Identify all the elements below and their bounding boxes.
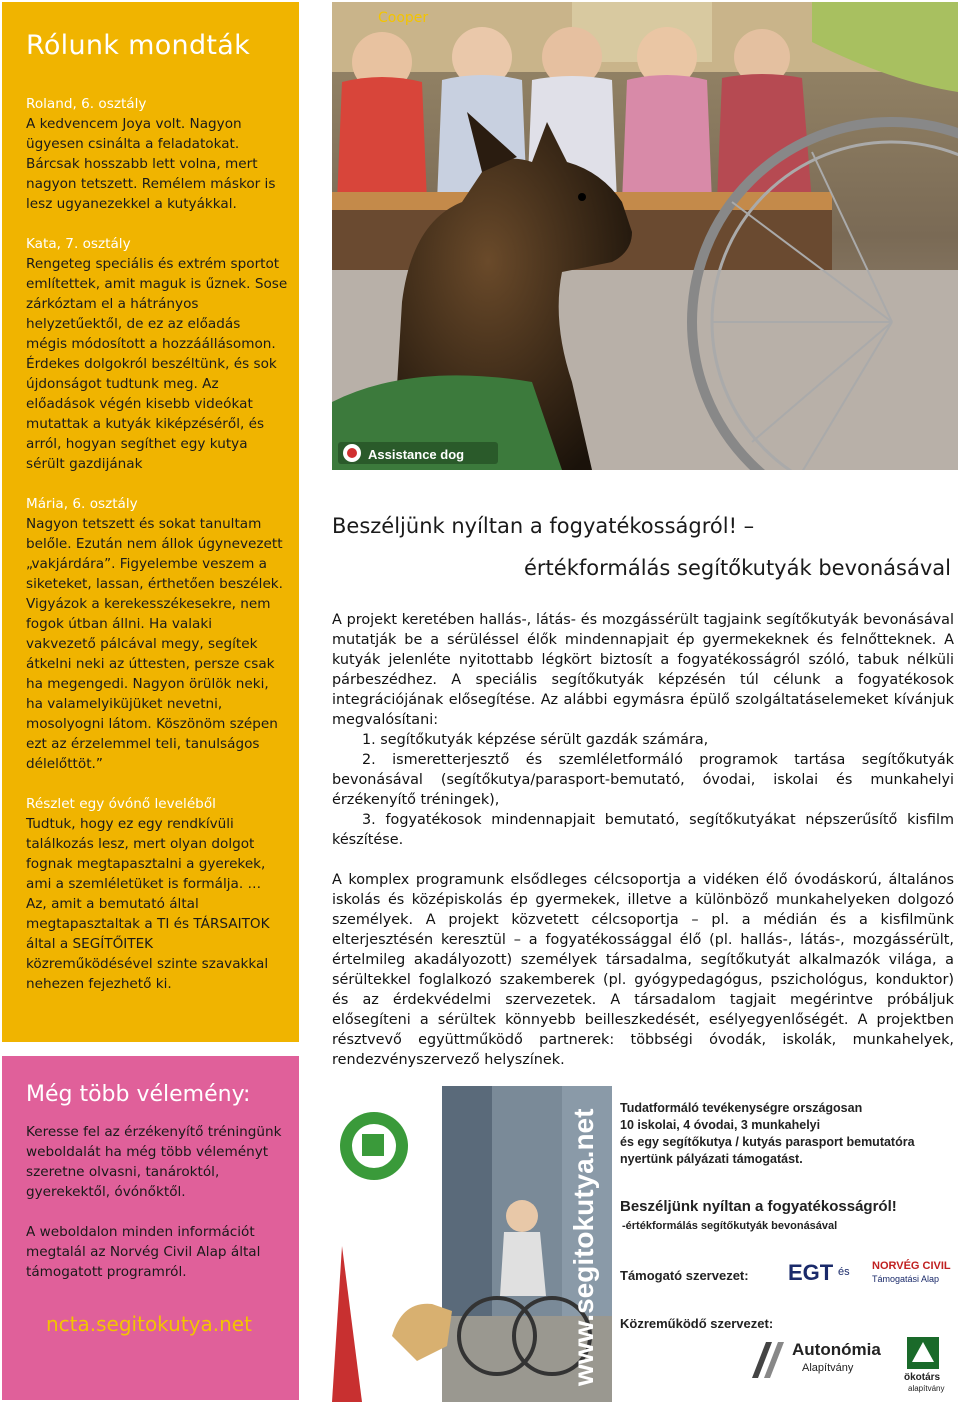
testimonial-roland bbox=[26, 94, 288, 214]
poster-norveg-sub: Támogatási Alap bbox=[872, 1274, 940, 1284]
vest-label: Assistance dog bbox=[368, 447, 465, 462]
photo-caption: Cooper bbox=[378, 10, 429, 26]
testimonials-panel bbox=[2, 2, 299, 1042]
poster-okotars-sub: alapítvány bbox=[908, 1384, 945, 1393]
article-paragraph: A komplex programunk elsődleges célcsoportja a vidéken élő óvodáskorú, általános iskolás és középiskolás ép gyermekek, illetve a különböző munkahelyeken dolgozó személyek. A projekt közvetett célcsoportja – pl. a médián és a kisfilmünk elterjesztésén keresztül – a fogyatékossággal élő (pl. hallás-, látás-, mozgássérült, értelmileg akadályozott) személyek társadalma, segítőkutyát alkalmazók világa, a sérültekkel foglalkozó szakemberek (pl. gyógypedagógus, pszichológus, konduktor) és az érdekvédelmi szervezetek. A társadalom tagjait megérintve próbáljuk elősegíteni a sérültek könnyebb beilleszkedését, esélyegyenlőségét. A projektben résztvevő együttműködő partnerek: többségi óvodák, iskolák, munkahelyek, rendezvényszervező helyszínek. bbox=[332, 872, 954, 1068]
poster-subtitle: -értékformálás segítőkutyák bevonásával bbox=[622, 1220, 838, 1232]
testimonial-author: Kata, 7. osztály bbox=[26, 236, 131, 252]
poster-partner-label: Közreműködő szervezet: bbox=[620, 1316, 774, 1331]
testimonials-title: Rólunk mondták bbox=[26, 30, 251, 61]
poster-okotars: ökotárs bbox=[904, 1372, 941, 1383]
more-opinions-paragraph: Keresse fel az érzékenyítő tréningünk weboldalát ha még több véleményt szeretne olvasni, tanároktól, gyerekektől, óvónőktől. bbox=[26, 1124, 282, 1200]
testimonial-text: Rengeteg speciális és extrém sportot említettek, amit maguk is űznek. Sose zárkóztam el a hátrányos helyzetűektől, de ez az előadás mégis módosított a hozzáállásomon. Érdekes dolgokról beszéltünk, és sok újdonságot tudtunk meg. Az előadások végén kisebb videókat mutattak a kutyák kiképzéséről, és arról, hogyan segíthet egy kutya sérült gazdijának bbox=[26, 256, 288, 472]
testimonial-maria bbox=[26, 494, 288, 774]
poster-norveg-logo: NORVÉG CIVIL bbox=[872, 1260, 951, 1272]
okotars-logo-icon bbox=[906, 1336, 940, 1370]
poster-autonomia: Autonómia bbox=[792, 1340, 881, 1359]
testimonial-text: Nagyon tetszett és sokat tanultam belőle. Ezután nem állok úgynevezett „vakjárdára”. Figyelembe veszem a siketeket, lassan, érthetően beszélek. Vigyázok a kerekesszékesekre, nem fogok útban állni. Ha valaki vakvezető pálcával megy, segítek átkelni neki az úttesten, persze csak ha megengedi. Nagyon örülök neki, ha valamelyiküjüket nevetni, mosolyogni látom. Köszönöm szépen ezt az érzelemmel teli, tanulságos délelőttöt.” bbox=[26, 516, 283, 772]
testimonial-text: Tudtuk, hogy ez egy rendkívüli találkozás lesz, mert olyan dolgot fognak megtapasztalni a gyerekek, ami a szemléletüket is formálja. … Az, amit a bemutató által megtapasztaltak a TI és TÁRSAITOK által a SEGÍTŐITEK közreműködésével szinte szavakkal nehezen fejezhető ki. bbox=[26, 816, 270, 992]
poster-egt-logo: EGT bbox=[788, 1260, 834, 1285]
article-subheadline: értékformálás segítőkutyák bevonásával bbox=[524, 556, 951, 580]
article-intro: A projekt keretében hallás-, látás- és mozgássérült tagjaink segítőkutyák bevonásával mutatják be a sérüléssel élők mindennapjait ép gyermekeknek és felnőtteknek. A kutyák jelenléte nyitottabb légkört biztosít a fogyatékosságról szóló, tabuk nélküli párbeszédhez. A speciális segítőkutyák képzésén túl célunk a fogyatékosok integrációjának elősegítése. Az alábbi egymásra épülő szolgáltatáselemeket kívánjuk megvalósítani: bbox=[332, 612, 954, 728]
testimonial-author: Részlet egy óvónő leveléből bbox=[26, 796, 216, 812]
article-list-item: 2. ismeretterjesztő és szemléletformáló programok tartása segítőkutyák bevonásával (segítőkutya/parasport-bemutató, óvodai, iskolai és munkahelyi érzékenyítő tréningek), bbox=[332, 752, 954, 808]
project-poster bbox=[332, 1086, 958, 1402]
website-link[interactable]: ncta.segitokutya.net bbox=[46, 1312, 252, 1336]
testimonial-author: Mária, 6. osztály bbox=[26, 496, 138, 512]
poster-title: Beszéljünk nyíltan a fogyatékosságról! bbox=[620, 1198, 897, 1215]
poster-es: és bbox=[838, 1266, 850, 1278]
poster-vertical-url: www.segitokutya.net bbox=[568, 1108, 599, 1386]
article-list-item: 3. fogyatékosok mindennapjait bemutató, segítőkutyákat népszerűsítő kisfilm készítése. bbox=[332, 812, 954, 848]
testimonial-ovono bbox=[26, 794, 288, 994]
more-opinions-panel bbox=[2, 1056, 299, 1400]
more-opinions-paragraph: A weboldalon minden információt megtalál az Norvég Civil Alap által támogatott programról. bbox=[26, 1224, 261, 1280]
dog-children-photo bbox=[332, 2, 958, 470]
testimonial-author: Roland, 6. osztály bbox=[26, 96, 147, 112]
poster-autonomia-sub: Alapítvány bbox=[802, 1362, 854, 1374]
more-opinions-title: Még több vélemény: bbox=[26, 1082, 251, 1107]
autonomia-logo-icon bbox=[748, 1338, 788, 1382]
poster-intro: Tudatformáló tevékenységre országosan 10 iskolai, 4 óvodai, 3 munkahelyi és egy segítőkutya / kutyás parasport bemutatóra nyertünk pályázati támogatást. bbox=[620, 1101, 915, 1166]
testimonial-text: A kedvencem Joya volt. Nagyon ügyesen csinálta a feladatokat. Bárcsak hosszabb lett volna, mert nagyon tetszett. Remélem máskor is lesz ugyanezekkel a kutyákkal. bbox=[26, 116, 276, 212]
poster-supporter-label: Támogató szervezet: bbox=[620, 1268, 749, 1283]
article-list-item: 1. segítőkutyák képzése sérült gazdák számára, bbox=[362, 732, 709, 748]
photo-illustration bbox=[332, 2, 958, 470]
testimonial-kata bbox=[26, 234, 288, 474]
article-headline: Beszéljünk nyíltan a fogyatékosságról! – bbox=[332, 514, 755, 538]
